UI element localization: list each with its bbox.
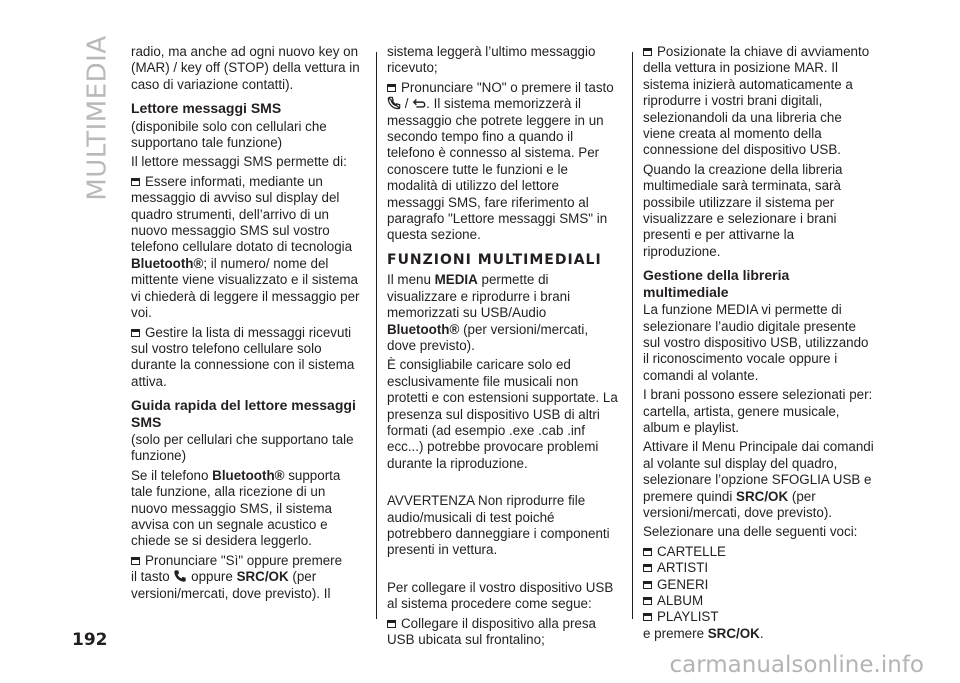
- list-item: GENERI: [643, 577, 875, 593]
- paragraph: Quando la creazione della libreria multimediale sarà terminata, sarà possibile utilizzare il sistema per visualizzare e selezionare i brani presenti e per attivarne la riproduzione.: [643, 161, 843, 259]
- column-2: [387, 44, 619, 651]
- bullet-icon: [643, 613, 652, 621]
- warning-paragraph: AVVERTENZA Non riprodurre file audio/musicali di test poiché potrebbero danneggiare i componenti presenti in vettura.: [387, 493, 610, 558]
- section-tab-label: MULTIMEDIA: [83, 34, 114, 201]
- bullet-item: Pronunciare "Sì" oppure premere: [131, 553, 363, 569]
- spacer: [387, 562, 619, 580]
- paragraph: Per collegare il vostro dispositivo USB al sistema procedere come segue:: [387, 579, 614, 612]
- bullet-icon: [131, 329, 140, 337]
- spacer: [387, 475, 619, 493]
- heading-media-library: Gestione della libreria multimediale: [643, 267, 790, 300]
- page-number: 192: [72, 630, 108, 650]
- bullet-item: Essere informati, mediante un messaggio di avviso sul display del quadro strumenti, dell’arrivo di un nuovo messaggio SMS sul vostro telefono cellulare dotato di tecnologia Bluetooth®; il numero/ nome del mittente viene visualizzato e il sistema vi chiederà di leggere il messaggio per voi.: [131, 173, 360, 321]
- paragraph: il tasto oppure SRC/OK (per versioni/mercati, dove previsto). Il: [131, 569, 331, 601]
- column-divider: [632, 52, 633, 619]
- heading-sms-quick-guide: Guida rapida del lettore messaggi SMS: [131, 397, 356, 430]
- list-item: ARTISTI: [643, 560, 875, 576]
- paragraph: radio, ma anche ad ogni nuovo key on (MAR) / key off (STOP) della vettura in caso di variazione contatti).: [131, 44, 360, 92]
- bullet-item: Collegare il dispositivo alla presa USB ubicata sul frontalino;: [387, 615, 597, 647]
- paragraph: Selezionare una delle seguenti voci:: [643, 524, 858, 540]
- paragraph: sistema leggerà l’ultimo messaggio ricevuto;: [387, 44, 596, 76]
- column-3: [643, 44, 875, 645]
- option-list: [643, 544, 875, 626]
- bullet-icon: [643, 48, 652, 56]
- paragraph: Attivare il Menu Principale dai comandi al volante sul display del quadro, selezionare l’opzione SFOGLIA USB e premere quindi SRC/OK (per versioni/mercati, dove previsto).: [643, 439, 874, 520]
- column-1: [131, 44, 363, 605]
- paragraph: La funzione MEDIA vi permette di selezionare l’audio digitale presente sul vostro dispositivo USB, utilizzando il riconoscimento vocale oppure i comandi al volante.: [643, 302, 869, 383]
- paragraph: (disponibile solo con cellulari che supportano tale funzione): [131, 118, 327, 151]
- bullet-icon: [131, 178, 140, 186]
- hang-up-icon: [387, 96, 401, 110]
- list-item: ALBUM: [643, 593, 875, 609]
- column-divider: [376, 52, 377, 619]
- list-item: PLAYLIST: [643, 609, 875, 625]
- bullet-icon: [643, 597, 652, 605]
- paragraph: e premere SRC/OK.: [643, 625, 764, 641]
- watermark: carmanualsonline.info: [669, 652, 924, 678]
- paragraph: / . Il sistema memorizzerà il messaggio che potrete leggere in un secondo tempo fino a quando il telefono è connesso al sistema. Per conoscere tutte le funzioni e le modalità di utilizzo del lettore messaggi SMS, fare riferimento al paragrafo "Lettore messaggi SMS" in questa sezione.: [387, 96, 608, 243]
- section-tab: [72, 34, 124, 201]
- bullet-item: Pronunciare "NO" o premere il tasto: [387, 80, 619, 96]
- bullet-icon: [643, 548, 652, 556]
- bullet-item: Gestire la lista di messaggi ricevuti sul vostro telefono cellulare solo durante la connessione con il sistema attiva.: [131, 324, 355, 389]
- bullet-icon: [643, 564, 652, 572]
- bullet-icon: [643, 581, 652, 589]
- paragraph: Il menu MEDIA permette di visualizzare e riprodurre i brani memorizzati su USB/Audio Bluetooth® (per versioni/mercati, dove previsto).: [387, 272, 589, 353]
- bullet-icon: [387, 620, 396, 628]
- list-item: CARTELLE: [643, 544, 875, 560]
- paragraph: È consigliabile caricare solo ed esclusivamente file musicali non protetti e con estensioni supportate. La presenza sul dispositivo USB di altri formati (ad esempio .exe .cab .inf ecc...) potrebbe provocare problemi durante la riproduzione.: [387, 357, 618, 471]
- bullet-icon: [131, 557, 140, 565]
- heading-sms-reader: Lettore messaggi SMS: [131, 100, 282, 117]
- bullet-icon: [387, 84, 396, 92]
- paragraph: Se il telefono Bluetooth® supporta tale funzione, alla ricezione di un nuovo messaggio SMS, il sistema avvisa con un segnale acustico e chiede se si desidera leggerlo.: [131, 467, 341, 549]
- heading-multimedia-functions: FUNZIONI MULTIMEDIALI: [387, 251, 602, 268]
- paragraph: I brani possono essere selezionati per: cartella, artista, genere musicale, album e playlist.: [643, 387, 873, 435]
- bullet-item: Posizionate la chiave di avviamento della vettura in posizione MAR. Il sistema inizierà automaticamente a riprodurre i vostri brani digitali, selezionandoli da una libreria che viene creata al momento della connessione del dispositivo USB.: [643, 44, 870, 158]
- paragraph: Il lettore messaggi SMS permette di:: [131, 154, 347, 170]
- paragraph: (solo per cellulari che supportano tale funzione): [131, 431, 354, 464]
- phone-icon: [173, 569, 187, 583]
- back-arrow-icon: [412, 96, 426, 110]
